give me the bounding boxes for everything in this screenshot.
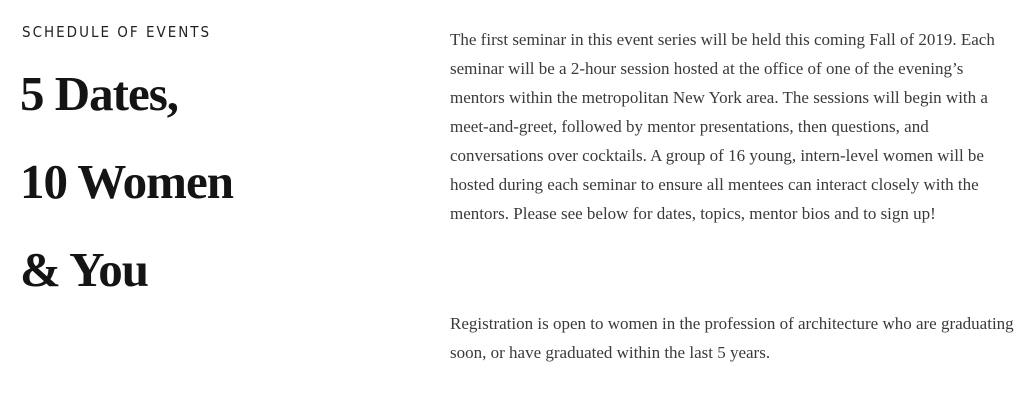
headline-line: 5 Dates, <box>20 66 179 121</box>
section-kicker: SCHEDULE OF EVENTS <box>22 23 212 41</box>
page-headline <box>20 50 420 314</box>
headline-line: & You <box>20 242 148 297</box>
headline-line: 10 Women <box>20 154 233 209</box>
event-description-paragraph: The first seminar in this event series will be held this coming Fall of 2019. Each seminar will be a 2-hour session hosted at the office of one of the evening’s mentors within the metropolitan New York area. The sessions will begin with a meet-and-greet, followed by mentor presentations, then questions, and conversations over cocktails. A group of 16 young, intern-level women will be hosted during each seminar to ensure all mentees can interact closely with the mentors. Please see below for dates, topics, mentor bios and to sign up! <box>450 30 995 223</box>
schedule-heading-section <box>20 22 420 314</box>
registration-info-paragraph: Registration is open to women in the profession of architecture who are graduating soon, or have graduated within the last 5 years. <box>450 314 1014 362</box>
event-description-section <box>450 25 1015 362</box>
